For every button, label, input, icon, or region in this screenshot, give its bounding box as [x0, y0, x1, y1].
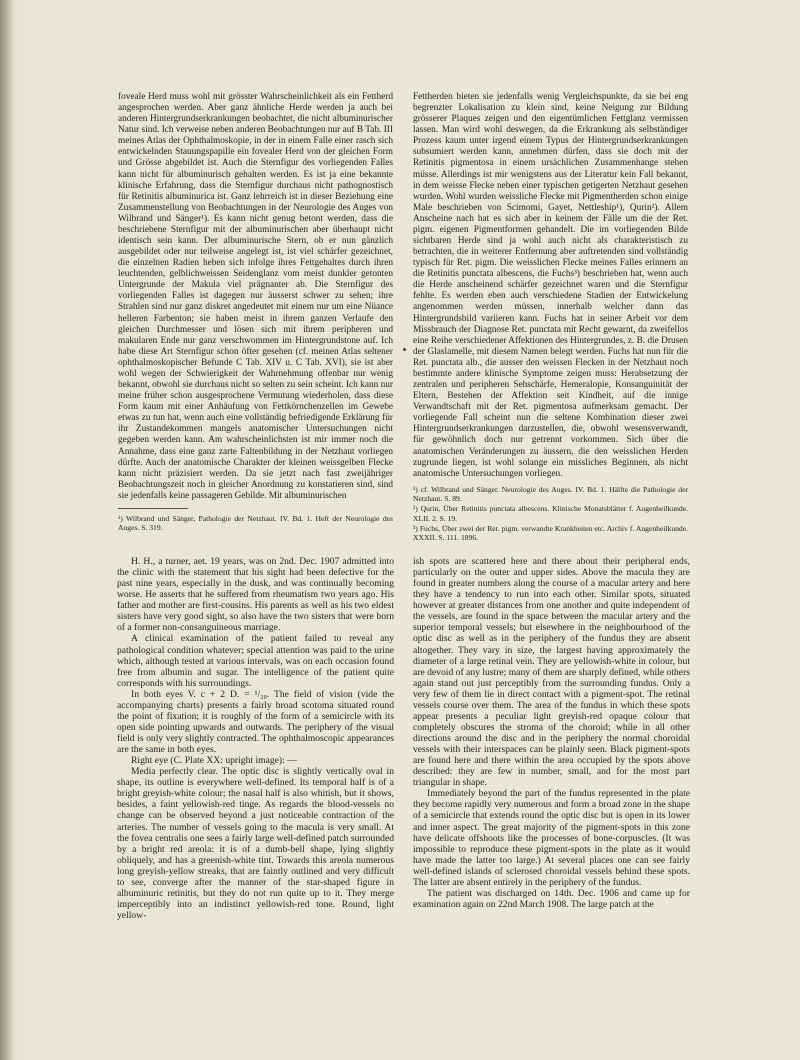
english-left-para-5: Media perfectly clear. The optic disc is slightly vertically oval in shape, its outline is everywhere well-defined. Its temporal half is of a bright greyish-white colour; the nasal half is also whitish, but it shows, besides, a faint yellowish-red tinge. As regards the blood-vessels no change can be observed beyond a just noticeable contraction of the arteries. The number of vessels going to the macula is very small. At the fovea centralis one sees a fairly large well-defined patch surrounded by a bright red areola: it is of a dumb-bell shape, lying slightly obliquely, and has a greenish-white tint. Towards this areola numerous long greyish-yellow streaks, that are faintly outlined and very difficult to see, converge after the manner of the star-shaped figure in albuminuric retinitis, but they do not run quite up to it. They merge imperceptibly into an indistinct yellowish-red tone. Round, light yellow- [117, 766, 394, 921]
english-left-para-4: Right eye (C. Plate XX: upright image): — [131, 755, 297, 767]
german-right-footnote-1: ¹) cf. Wilbrand und Sänger. Neurologie des Auges. IV. Bd. 1. Hälfte die Pathologie der Netzhaut. S. 89. [413, 484, 688, 504]
english-left-para-1: H. H., a turner, aet. 19 years, was on 2nd. Dec. 1907 admitted into the clinic with the statement that his sight had been defective for the past nine years, especially in the dusk, and was continually becoming worse. He asserts that he suffered from rheumatism two years ago. His father and mother are first-cousins. His parents as well as his two eldest sisters have very good sight, so also have the two sisters that were born of a former non-consanguineous marriage. [117, 556, 394, 634]
english-left-para-2: A clinical examination of the patient failed to reveal any pathological condition whatever; special attention was paid to the urine which, although tested at various intervals, was on each occasion found free from albumin and sugar. The intelligence of the patient quite corresponds with his surroundings. [117, 633, 394, 689]
english-column-right [413, 556, 690, 1010]
german-column-left [118, 92, 393, 533]
footnote-rule [118, 508, 188, 509]
german-left-footnote: ¹) Wilbrand und Sänger, Pathologie der Netzhaut. IV. Bd. 1. Heft der Neurologie des Auges. S. 319. [118, 513, 393, 533]
english-right-para-3: The patient was discharged on 14th. Dec. 1906 and came up for examination again on 22nd March 1908. The large patch at the [413, 887, 690, 910]
german-right-footnote-3: ³) Fuchs, Über zwei der Ret. pigm. verwandte Krankheiten etc. Archiv f. Augenheilkunde. XXXII. S. 111. 1896. [413, 523, 688, 543]
german-right-footnote-2: ²) Qurin, Über Retinitis punctata albescens. Klinische Monatsblätter f. Augenheilkunde. XLII. 2. S. 19. [413, 504, 688, 523]
margin-mark [403, 348, 406, 351]
english-column-left [117, 556, 394, 1010]
english-left-para-3: In both eyes V. c + 2 D. = ¹/₂₀. The field of vision (vide the accompanying charts) presents a fairly broad scotoma situated round the point of fixation; it is roughly of the form of a semicircle with its open side pointing upwards and outwards. The periphery of the visual field is only very slightly contracted. The ophthalmoscopic appearances are the same in both eyes. [117, 688, 394, 756]
english-right-para-2: Immediately beyond the part of the fundus represented in the plate they become rapidly very numerous and form a broad zone in the shape of a semicircle that extends round the optic disc but is open in its lower and inner aspect. The great majority of the pigment-spots in this zone have delicate offshoots like the processes of bone-corpuscles. (It was impossible to reproduce these pigment-spots in the plate as it would have made the latter too large.) At several places one can see fairly well-defined islands of sclerosed choroidal vessels behind these spots. The latter are absent entirely in the periphery of the fundus. [413, 788, 690, 888]
book-spine-shadow [0, 0, 14, 1060]
german-left-text: foveale Herd muss wohl mit grösster Wahrscheinlichkeit als ein Fettherd angesprochen werden. Aber ganz ähnliche Herde werden ja auch bei anderen Hintergrundserkrankungen beobachtet, die nicht albuminurischer Natur sind. Ich verweise neben anderen Beobachtungen nur auf B Tab. III meines Atlas der Ophthalmoskopie, in der in einem Falle einer rasch sich entwickelnden Stauungspapille ein fovealer Herd von der gleichen Form und Grösse abgebildet ist. Auch die Sternfigur des vorliegenden Falles kann nicht für albuminurisch gehalten werden. Es ist ja eine bekannte klinische Erfahrung, dass die Sternfigur durchaus nicht pathognostisch für Retinitis albuminurica ist. Ganz lehrreich ist in dieser Beziehung eine Zusammenstellung von Beobachtungen in der Neurologie des Auges von Wilbrand und Sänger¹). Es kann nicht genug betont werden, dass die beschriebene Sternfigur mit der albuminurischen aber überhaupt nicht identisch sein kann. Der albuminurische Stern, ob er nun gänzlich ausgebildet oder nur teilweise angelegt ist, ist viel schärfer gezeichnet, die einzelnen Radien heben sich infolge ihres Fettgehaltes durch ihren leuchtenden, gelblichweissen Seidenglanz vom meist dunkler getonten Untergrunde der Makula viel prägnanter ab. Die Sternfigur des vorliegenden Falles ist dagegen nur äusserst schwer zu sehen; ihre Strahlen sind nur ganz diskret angedeutet mit einem nur um eine Nüance helleren Farbenton; sie haben meist in ihrem ganzen Verlaufe den gleichen Durchmesser und lösen sich mit ihrem peripheren und makularen Ende nur ganz verschwommen im Hintergrundstone auf. Ich habe diese Art Sternfigur schon öfter gesehen (cf. meinen Atlas seltener ophthalmoskopischer Befunde C Tab. XIV u. C Tab. XVI), sie ist aber wohl wegen der Schwierigkeit der Wahrnehmung offenbar nur wenig bekannt, obwohl sie durchaus nicht so selten zu sein scheint. Ich kann nur meine früher schon ausgesprochene Vermutung wiederholen, dass diese Form kaum mit einer Anhäufung von Fettkörnchenzellen im Gewebe etwas zu tun hat, wenn auch eine vollständig befriedigende Erklärung für ihr Zustandekommen mangels anatomischer Untersuchungen nicht gegeben werden kann. Am wahrscheinlichsten ist mir immer noch die Annahme, dass eine ganz zarte Faltenbildung in der Netzhaut vorliegen dürfte. Auch der anatomische Charakter der kleinen weissgelben Flecke kann nicht präzisiert werden. Da sie jetzt nach fast zweijähriger Beobachtungszeit noch in gleicher Anordnung zu konstatieren sind, sind sie jedenfalls keine passageren Gebilde. Mit albuminurischen [118, 92, 393, 501]
english-right-para-1: ish spots are scattered here and there about their peripheral ends, particularly on the outer and upper sides. Above the macula they are found in greater numbers along the course of a macular artery and here they have a tendency to run into each other. Similar spots, situated however at greater distances from one another and quite independent of the vessels, are found in the space between the macular artery and the superior temporal vessels; but elsewhere in the neighbourhood of the optic disc as well as in the periphery of the fundus they are absent altogether. They vary in size, the largest having approximately the diameter of a large retinal vein. They are yellowish-white in colour, but are devoid of any lustre; many of them are sharply defined, while others again stand out just perceptibly from the surrounding fundus. Only a very few of them lie in direct contact with a pigment-spot. The retinal vessels course over them. The area of the fundus in which these spots appear presents a peculiar light greyish-red opaque colour that completely obscures the stroma of the choroid; while in all other directions around the disc and in the periphery the normal choroidal vessels with their interspaces can be plainly seen. Black pigment-spots are found here and there within the area occupied by the spots above described: they are few in number, small, and for the most part triangular in shape. [413, 556, 690, 789]
german-column-right [413, 92, 688, 543]
german-right-text: Fettherden bieten sie jedenfalls wenig Vergleichspunkte, da sie bei eng begrenzter Lokalisation zu klein sind, keine Neigung zur Bildung grösserer Plaques zeigen und den eigentümlichen Fettglanz vermissen lassen. Man wird wohl deswegen, da die Erkrankung als selbständiger Prozess kaum unter irgend einem Typus der Hintergrundserkrankungen subsumiert werden kann, annehmen dürfen, dass sie doch mit der Retinitis pigmentosa in einem ursächlichen Zusammenhange stehen müsse. Allerdings ist mir wenigstens aus der Literatur kein Fall bekannt, in dem weisse Flecke neben einer typischen getigerten Netzhaut gesehen wurden. Wohl wurden weissliche Flecke mit Pigmentherden schon einige Male beschrieben von Scimomi, Gayet, Nettleship¹), Qurin²). Allem Anscheine nach hat es sich aber in keinem der Fälle um die der Ret. pigm. eigenen Pigmentformen gehandelt. Die im vorliegenden Bilde sichtbaren Herde sind ja wohl auch nicht als charakteristisch zu betrachten, die in weiterer Entfernung aber auftretenden sind vollständig typisch für Ret. pigm. Die weisslichen Flecke meines Falles erinnern an die Retinitis punctata albescens, die Fuchs³) beschrieben hat, wenn auch die Herde anscheinend schärfer gezeichnet waren und die Sternfigur fehlte. Es werden eben auch verschiedene Stadien der Entwickelung angenommen werden müssen, innerhalb welcher dann das Hintergrundsbild variieren kann. Fuchs hat in seiner Arbeit vor dem Missbrauch der Diagnose Ret. punctata mit Recht gewarnt, da zweifellos eine Reihe verschiedener Affektionen des Hintergrundes, z. B. die Drusen der Glaslamelle, mit diesem Namen belegt werden. Fuchs hat nun für die Ret. punctata alb., die ausser den weissen Flecken in der Netzhaut noch bestimmte andere klinische Symptome zeigen muss: Herabsetzung der zentralen und peripheren Sehschärfe, Hemeralopie, Konsanguinität der Eltern, Bestehen der Affektion seit Kindheit, auf die innige Verwandtschaft mit der Ret. pigmentosa aufmerksam gemacht. Der vorliegende Fall scheint nun die seltene Kombination dieser zwei Hintergrundserkrankungen darzustellen, die, obwohl wesensverwandt, für gewöhnlich doch nur getrennt vorkommen. Sich über die anatomischen Veränderungen zu äussern, die den weisslichen Herden zugrunde liegen, ist wohl solange ein missliches Beginnen, als nicht anatomische Untersuchungen vorliegen. [413, 92, 688, 479]
